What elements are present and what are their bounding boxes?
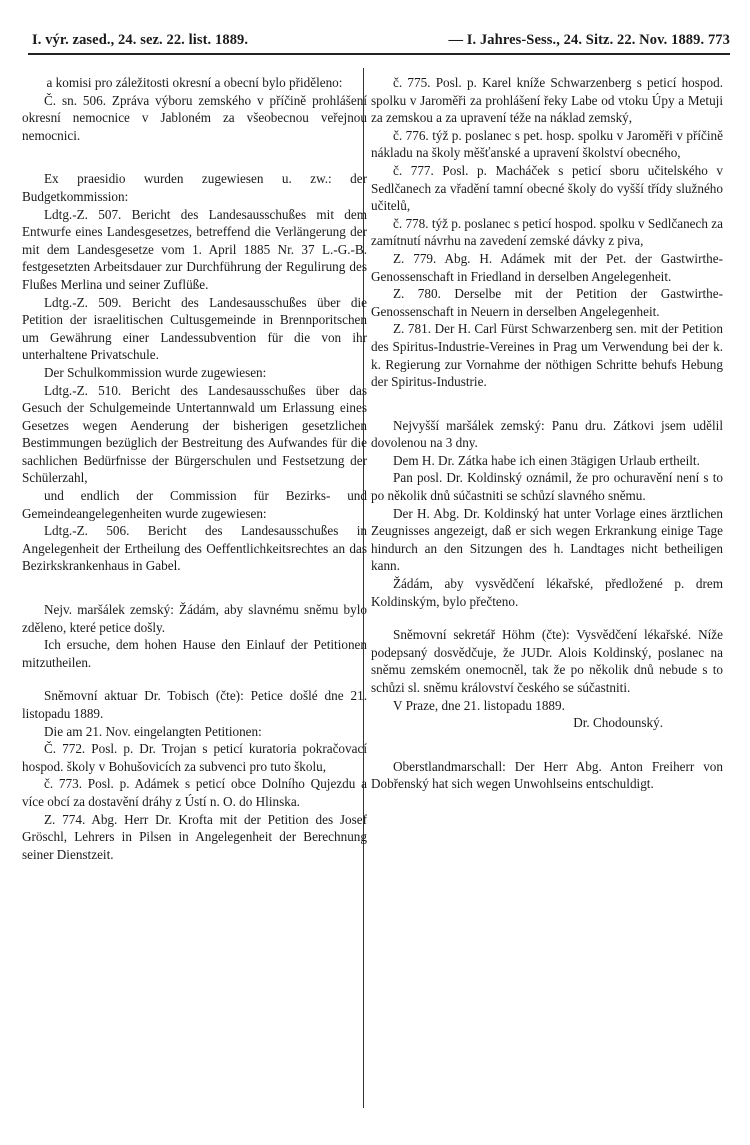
- paragraph: č. 778. týž p. poslanec s peticí hospod. spolku v Sedlčanech za zamítnutí návrhu na zavedení zemské dávky z piva,: [371, 215, 723, 249]
- paragraph: Ex praesidio wurden zugewiesen u. zw.: der Budgetkommission:: [22, 171, 367, 204]
- paragraph: Z. 781. Der H. Carl Fürst Schwarzenberg sen. mit der Petition des Spiritus-Industrie-Vereines in Prag um Verwendung bei der k. k. Regierung zur Vornahme der nöthigen Schritte behufs Hebung der Spiritus-Industrie.: [371, 321, 723, 390]
- paragraph: Sněmovní sekretář Höhm (čte): Vysvědčení lékařské. Níže podepsaný dosvědčuje, že JUDr. Alois Koldinský, poslanec na sněmu zemském onemocněl, tak že po několik dnů nebude s to schůzi sl. sněmu království českého se súčastniti.: [371, 627, 723, 695]
- header-right: — I. Jahres-Sess., 24. Sitz. 22. Nov. 1889. 773: [448, 32, 730, 48]
- paragraph: Ldtg.-Z. 507. Bericht des Landesausschußes mit dem Entwurfe eines Landesgesetzes, betreffend die Verlängerung der mit dem Landesgesetze vom 1. April 1885 Nr. 37 L.-G.-B. festgesetzten Arbeitsdauer zur Durchführung der Regulirung des Flußes Merlina und seiner Zuflüße.: [22, 206, 367, 292]
- page-header: [20, 26, 730, 52]
- paragraph: č. 776. týž p. poslanec s pet. hosp. spolku v Jaroměři v příčině nákladu na školy měšťanské a upravení školství obecného,: [371, 127, 723, 161]
- paragraph: und endlich der Commission für Bezirks- und Gemeindeangelegenheiten wurde zugewiesen:: [22, 488, 367, 521]
- paragraph: Oberstlandmarschall: Der Herr Abg. Anton Freiherr von Dobřenský hat sich wegen Unwohlseins entschuldigt.: [371, 758, 723, 792]
- paragraph: Z. 779. Abg. H. Adámek mit der Pet. der Gastwirthe-Genossenschaft in Friedland in derselben Angelegenheit.: [371, 250, 723, 284]
- paragraph: Z. 780. Derselbe mit der Petition der Gastwirthe-Genossenschaft in Neuern in derselben Angelegenheit.: [371, 286, 723, 319]
- paragraph: Nejvyšší maršálek zemský: Panu dru. Zátkovi jsem udělil dovolenou na 3 dny.: [371, 417, 723, 451]
- paragraph: Sněmovní aktuar Dr. Tobisch (čte): Petice došlé dne 21. listopadu 1889.: [22, 688, 367, 721]
- left-column: [22, 74, 367, 863]
- paragraph: Ich ersuche, dem hohen Hause den Einlauf der Petitionen mitzutheilen.: [22, 637, 367, 670]
- paragraph: Z. 774. Abg. Herr Dr. Krofta mit der Petition des Josef Gröschl, Lehrers in Pilsen in Angelegenheit der Berechnung seiner Dienstzeit.: [22, 811, 367, 862]
- paragraph-gap: [22, 144, 367, 170]
- paragraph-gap: [22, 575, 367, 601]
- paragraph: a komisi pro záležitosti okresní a obecní bylo přiděleno:: [46, 75, 343, 90]
- paragraph: Die am 21. Nov. eingelangten Petitionen:: [44, 723, 262, 739]
- paragraph: Žádám, aby vysvědčení lékařské, předložené p. drem Koldinským, bylo přečteno.: [371, 576, 723, 609]
- paragraph: č. 777. Posl. p. Macháček s peticí sboru učitelského v Sedlčanech za vřadění tamní obecné školy do vyšší třídy služného učitelů,: [371, 162, 723, 214]
- header-rule: [28, 53, 730, 55]
- paragraph: Ldtg.-Z. 506. Bericht des Landesausschußes in Angelegenheit der Ertheilung des Oeffentlichkeitsrechtes an das Bezirkskrankenhaus in Gabel.: [22, 523, 367, 574]
- right-column: [371, 74, 723, 793]
- paragraph-gap: [371, 732, 723, 758]
- paragraph: Č. sn. 506. Zpráva výboru zemského v příčině prohlášení okresní nemocnice v Jabloném za všeobecnou veřejnou nemocnici.: [22, 92, 367, 143]
- paragraph: Der H. Abg. Dr. Koldinský hat unter Vorlage eines ärztlichen Zeugnisses angezeigt, daß er sich wegen Erkrankung einige Tage hindurch an den Sitzungen des h. Landtages nicht betheiligen kann.: [371, 505, 723, 574]
- paragraph: č. 775. Posl. p. Karel kníže Schwarzenberg s peticí hospod. spolku v Jaroměři za prohlášení řeky Labe od vtoku Úpy a Metuji za zemskou a za upravení téže na náklad zemský,: [371, 75, 723, 126]
- paragraph: č. 773. Posl. p. Adámek s peticí obce Dolního Qujezdu a více obcí za dostavění dráhy z Ústí n. O. do Hlinska.: [22, 776, 367, 809]
- paragraph: Nejv. maršálek zemský: Žádám, aby slavnému sněmu bylo zděleno, které petice došly.: [22, 602, 367, 635]
- paragraph-gap: [371, 391, 723, 417]
- paragraph: Der Schulkommission wurde zugewiesen:: [44, 364, 267, 380]
- paragraph: Dem H. Dr. Zátka habe ich einen 3tägigen Urlaub ertheilt.: [393, 452, 700, 468]
- paragraph: Č. 772. Posl. p. Dr. Trojan s peticí kuratoria pokračovací hospod. školy v Bohušovicích za subvenci pro tuto školu,: [22, 741, 367, 774]
- paragraph-gap: [371, 610, 723, 626]
- paragraph-gap: [22, 671, 367, 687]
- header-left: I. výr. zased., 24. sez. 22. list. 1889.: [32, 32, 249, 48]
- paragraph: Pan posl. Dr. Koldinský oznámil, že pro ochuravění není s to po několik dnů súčastniti se schůzí slavného sněmu.: [371, 470, 723, 504]
- paragraph: Ldtg.-Z. 509. Bericht des Landesausschußes über die Petition der israelitischen Cultusgemeinde in Brennporitschen um Gewährung einer Landessubvention für die von ihr unterhaltene Privatschule.: [22, 294, 367, 363]
- paragraph: V Praze, dne 21. listopadu 1889.: [393, 697, 565, 713]
- paragraph: Dr. Chodounský.: [573, 715, 663, 731]
- paragraph: Ldtg.-Z. 510. Bericht des Landesausschußes über das Gesuch der Schulgemeinde Untertannwald um Erlassung eines Gesetzes wegen Aenderung der bisherigen gesetzlichen Bestimmungen bezüglich der Bestreitung des Aufwandes für die sachlichen Bedürfnisse der Bürgerschulen und Festsetzung der Schülerzahl,: [22, 382, 367, 486]
